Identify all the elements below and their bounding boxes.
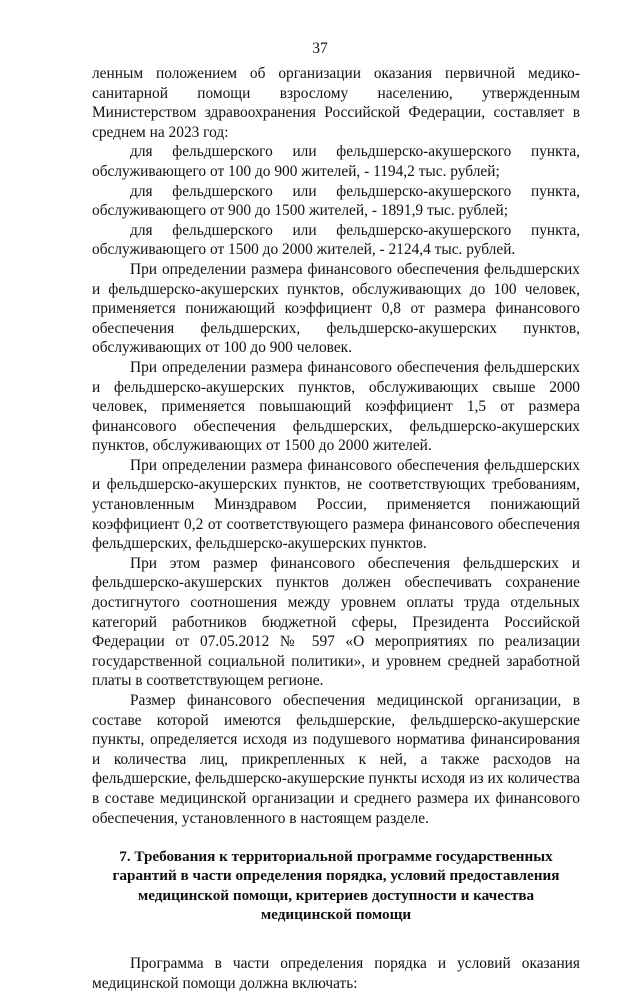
paragraph-salary-ratio: При этом размер финансового обеспечения фельдшерских и фельдшерско-акушерских пунктов должен обеспечивать сохранение достигнутого соотношения между уровнем оплаты труда отдельных категорий работников бюджетной сферы, Президента Российской Федерации от 07.05.2012 № 597 «О мероприятиях по реализации государственной социальной политики», и уровнем средней заработной платы в соответствующем регионе. — [92, 554, 580, 690]
paragraph-fap-900-1500: для фельдшерского или фельдшерско-акушерского пункта, обслуживающего от 900 до 1500 жителей, - 1891,9 тыс. рублей; — [92, 182, 580, 220]
paragraph-coefficient-0-8: При определении размера финансового обеспечения фельдшерских и фельдшерско-акушерских пунктов, обслуживающих до 100 человек, применяется понижающий коэффициент 0,8 от размера финансового обеспечения фельдшерских, фельдшерско-акушерских пунктов, обслуживающих от 100 до 900 человек. — [92, 260, 580, 357]
paragraph-continuation: ленным положением об организации оказания первичной медико-санитарной помощи взрослому населению, утвержденным Министерством здравоохранения Российской Федерации, составляет в среднем на 2023 год: — [92, 65, 580, 141]
paragraph-program-requirements: Программа в части определения порядка и условий оказания медицинской помощи должна включать: — [92, 954, 580, 992]
paragraph-fap-1500-2000: для фельдшерского или фельдшерско-акушерского пункта, обслуживающего от 1500 до 2000 жителей, - 2124,4 тыс. рублей. — [92, 221, 580, 259]
paragraph-medical-organization: Размер финансового обеспечения медицинской организации, в составе которой имеются фельдшерские, фельдшерско-акушерские пункты, определяется исходя из подушевого норматива финансирования и количества лиц, прикрепленных к ней, а также расходов на фельдшерские, фельдшерско-акушерские пункты исходя из их количества в составе медицинской организации и среднего размера их финансового обеспечения, установленного в настоящем разделе. — [92, 692, 580, 827]
paragraph-coefficient-1-5: При определении размера финансового обеспечения фельдшерских и фельдшерско-акушерских пунктов, обслуживающих свыше 2000 человек, применяется повышающий коэффициент 1,5 от размера финансового обеспечения фельдшерских, фельдшерско-акушерских пунктов, обслуживающих от 1500 до 2000 жителей. — [92, 358, 580, 455]
paragraph-coefficient-0-2: При определении размера финансового обеспечения фельдшерских и фельдшерско-акушерских пунктов, не соответствующих требованиям, установленным Минздравом России, применяется понижающий коэффициент 0,2 от соответствующего размера финансового обеспечения фельдшерских, фельдшерско-акушерских пунктов. — [92, 456, 580, 553]
page-number: 37 — [312, 40, 328, 57]
section-heading: 7. Требования к территориальной программе государственных гарантий в части определения порядка, условий предоставления медицинской помощи, критериев доступности и качества медицинской помощи — [112, 848, 560, 923]
paragraph-fap-100-900: для фельдшерского или фельдшерско-акушерского пункта, обслуживающего от 100 до 900 жителей, - 1194,2 тыс. рублей; — [92, 143, 580, 180]
document-body — [92, 64, 580, 993]
